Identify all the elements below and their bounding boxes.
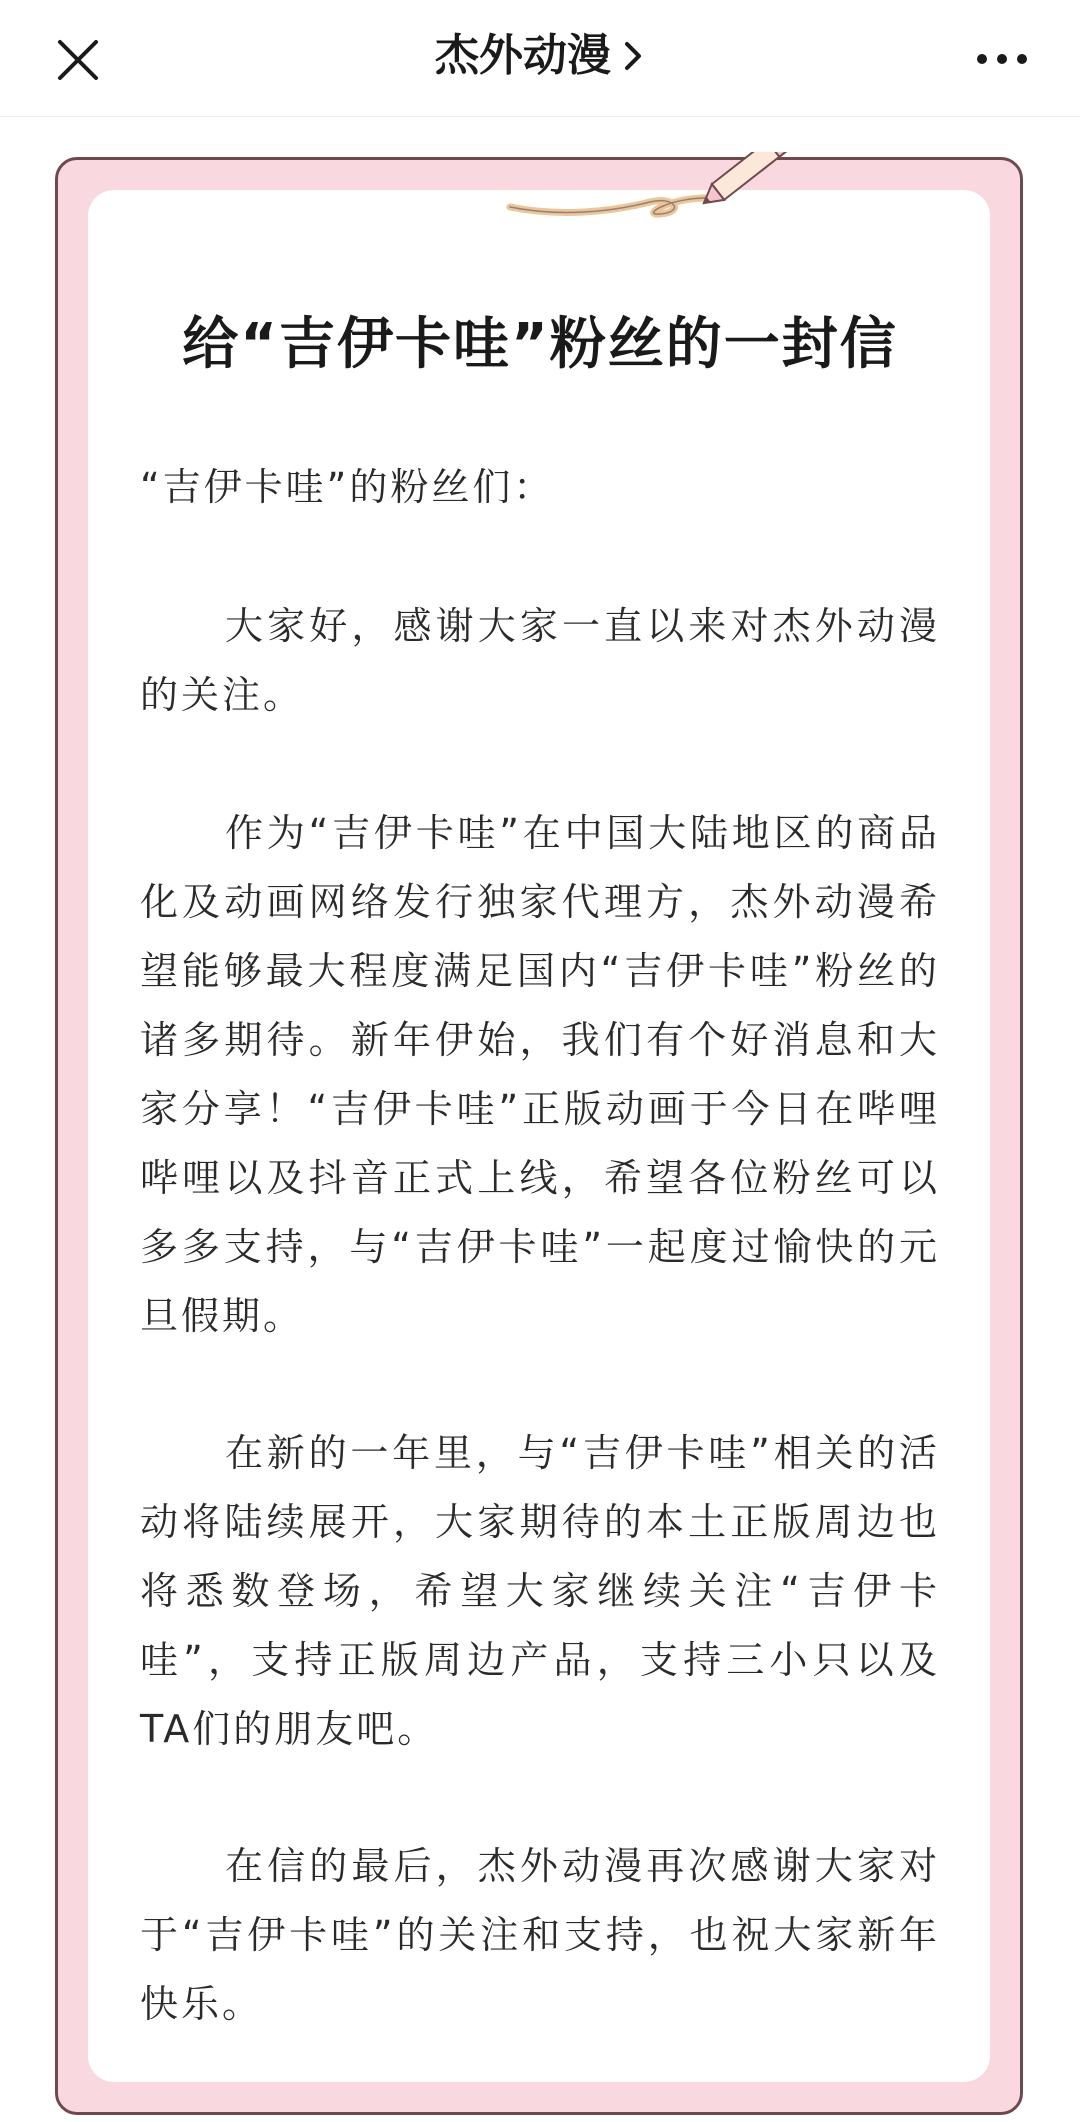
letter-salutation: “吉伊卡哇”的粉丝们：	[140, 465, 555, 509]
letter-paragraph: 大家好，感谢大家一直以来对杰外动漫的关注。	[140, 604, 940, 717]
more-button[interactable]	[972, 34, 1032, 84]
chevron-right-icon	[621, 36, 645, 76]
letter-paragraph: 在信的最后，杰外动漫再次感谢大家对于“吉伊卡哇”的关注和支持，也祝大家新年快乐。	[140, 1844, 940, 2026]
top-bar	[0, 0, 1080, 117]
page-title: 杰外动漫	[435, 30, 611, 81]
pen-icon	[500, 152, 800, 232]
account-title-button[interactable]	[435, 24, 645, 88]
letter-title: 给“吉伊卡哇”粉丝的一封信	[182, 312, 898, 377]
letter-paragraph: 在新的一年里，与“吉伊卡哇”相关的活动将陆续展开，大家期待的本土正版周边也将悉数登场，希望大家继续关注“吉伊卡哇”，支持正版周边产品，支持三小只以及TA们的朋友吧。	[140, 1431, 940, 1751]
more-icon	[972, 34, 1032, 84]
letter-paragraph: 作为“吉伊卡哇”在中国大陆地区的商品化及动画网络发行独家代理方，杰外动漫希望能够最大程度满足国内“吉伊卡哇”粉丝的诸多期待。新年伊始，我们有个好消息和大家分享！“吉伊卡哇”正版动画于今日在哔哩哔哩以及抖音正式上线，希望各位粉丝可以多多支持，与“吉伊卡哇”一起度过愉快的元旦假期。	[140, 811, 940, 1338]
